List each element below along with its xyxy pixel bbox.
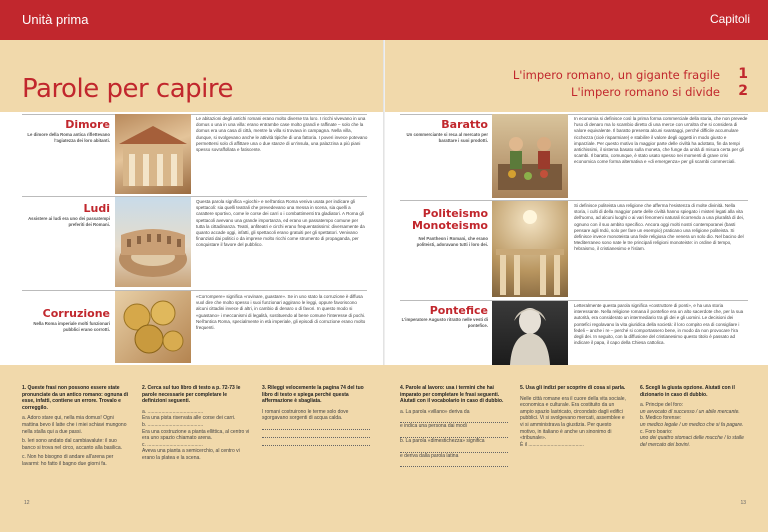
exercise-3-question: 3. Rileggi velocemente la pagina 74 del tuo libro di testo e spiega perché questa affermazione è sbagliata. xyxy=(262,385,364,405)
exercise-6-question: 6. Scegli la giusta opzione. Aiutati con il dizionario in caso di dubbio. xyxy=(640,385,735,398)
entry-caption-dimore: Le dimore della Roma antica riflettevano l'agiatezza dei loro abitanti. xyxy=(27,132,110,143)
pantheon-image xyxy=(492,201,568,297)
chapter-title-2: L'impero romano si divide xyxy=(571,85,720,99)
entry-word-ludi: Ludi xyxy=(83,202,110,215)
exercise-2-c-def: Aveva una pianta a semicerchio, al centro vi erano la platea e la scena. xyxy=(142,448,240,461)
entry-word-dimore: Dimore xyxy=(65,118,110,131)
market-image xyxy=(492,114,568,198)
exercise-6-b: b. Medico forense: xyxy=(640,415,682,422)
entry-caption-pontefice: L'imperatore Augusto ritratto nelle vesti di pontefice. xyxy=(401,317,488,328)
divider xyxy=(400,300,748,301)
exercise-2 xyxy=(142,385,250,462)
exercise-4-question: 4. Parole al lavoro: usa i termini che hai imparato per completare le frasi seguenti. Aiutati con il vocabolario in caso di dubbio. xyxy=(400,385,504,405)
exercise-1-b: b. Ieri sono andato dal cambiavalute: il suo banco si trova nel circo, accanto alla basilica. xyxy=(22,438,123,451)
page-number-left: 12 xyxy=(24,500,30,506)
entry-caption-corruzione: Nella Roma imperiale molti funzionari pubblici erano corrotti. xyxy=(33,321,110,332)
answer-line[interactable] xyxy=(262,432,370,438)
entry-text-ludi: Questa parola significa «giochi» e nell'antica Roma veniva usata per indicare gli spettacoli: sia quelli teatrali che prevedevano una messa in scena, sia quelli a carattere sportivo, come le corse dei carri o i combattimenti tra gladiatori. A Roma gli spettacoli avevano una grande importanza, ed erano un passatempo comune per tutta la cittadinanza. Teatri, anfiteatri e circhi erano frequentatissimi: diversamente da quanto accade oggi, infatti, gli spettacoli erano gratuiti per gli spettatori. Venivano finanziati dai politici o da imprese molto ricchi come strumento di propaganda, per conquistare il favore del pubblico. xyxy=(196,199,365,248)
exercise-3 xyxy=(262,385,370,446)
coins-image xyxy=(115,291,191,363)
entry-text-dimore: Le abitazioni degli antichi romani erano molto diverse tra loro. I ricchi vivevano in una domus o una in una villa: erano entrambe case molto grandi e raffinate – solo che la domus era una casa di città, mentre la villa si trovava in campagna. Nella villa, dunque, si svolgevano anche le attività tipiche di una fattoria. I poveri invece potevano permettersi solo di affittare una o due stanze di un'insula, una palazzina a più piani spesso sovraffollata e fatiscente. xyxy=(196,116,368,153)
exercise-2-b-def: Era una costruzione a pianta ellittica, al centro vi era uno spazio chiamato arena. xyxy=(142,428,250,442)
exercise-4-c: b. La parola «dimestichezza» significa xyxy=(400,437,485,444)
exercise-6 xyxy=(640,385,748,448)
answer-line[interactable] xyxy=(400,461,508,467)
exercise-6-b-options[interactable]: un medico legale / un medico che si fa pagare. xyxy=(640,421,744,428)
entry-word-pontefice: Pontefice xyxy=(429,304,488,317)
exercise-2-c-blank[interactable]: c. ........................................ xyxy=(142,441,203,448)
chapter-number-2: 2 xyxy=(738,83,748,99)
divider xyxy=(400,200,748,201)
exercise-3-statement: I romani costruirono le terme solo dove sgorgavano sorgenti di acqua calda. xyxy=(262,408,349,422)
entry-text-politeismo: Si definisce politeista una religione che afferma l'esistenza di molte divinità. Nella storia, i culti di della maggior parte delle civiltà hanno spiegato i misteri legati alla vita dell'uomo, ad alcuni luoghi o ai vari fenomeni naturali ricorrendo a una pluralità di dei, ognuno con il suo ambito specifico. Ancora oggi molti nostri contemporanei (basti pensare agli Indù, solo per fare un esempio) praticano una religione politeista. Si definisce invece monoteista una fede religiosa che venera un solo dio. Nel bacino del Mediterraneo sono nate le tre principali religioni monoteiste: in ordine di tempo, l'ebraismo, il cristianesimo e l'islam. xyxy=(574,203,744,252)
exercise-6-c: c. Foro boario: xyxy=(640,428,673,435)
entry-text-corruzione: «Corrompere» significa «rovinare, guastare». Se in uno stato la corruzione è diffusa vuol dire che molto spesso i suoi funzionari aggirano le leggi, oppure favoriscono alcuni cittadini invece di altri, in cambio di denaro o di favori. In questo modo si «guastano» i meccanismi di legalità, sostituendo al bene comune l'interesse di pochi. Nell'antica Roma, specialmente in età imperiale, gli episodi di corruzione erano molto frequenti. xyxy=(196,294,366,331)
colosseum-image xyxy=(115,197,191,287)
entry-word-politeismo: Politeismo Monoteismo xyxy=(412,207,488,232)
exercise-5 xyxy=(520,385,628,448)
exercise-4-d: e deriva dalla parola latina xyxy=(400,452,459,459)
divider xyxy=(22,290,367,291)
chapter-title-1: L'impero romano, un gigante fragile xyxy=(512,68,720,82)
entry-word-corruzione: Corruzione xyxy=(42,307,110,320)
entry-word-baratto: Baratto xyxy=(441,118,488,131)
exercise-6-a: a. Principe del foro: xyxy=(640,402,684,409)
exercise-1-c: c. Non ho bisogno di andare all'arena per lavarmi: ho fatto il bagno due giorni fa. xyxy=(22,454,114,467)
exercise-1-question: 1. Queste frasi non possono essere state pronunciate da un antico romano: ognuna di esse, infatti, contiene un errore. Trovalo e correggilo. xyxy=(22,385,129,411)
exercise-6-c-options[interactable]: uno dei quattro stomaci delle mucche / lo stalle del mercato dei bovini. xyxy=(640,435,744,448)
page-number-right: 13 xyxy=(740,500,746,506)
exercise-2-a-def: Era una pista riservata alle corse dei carri. xyxy=(142,415,236,422)
exercise-1-a: a. Adoro stare qui, nella mia domus! Ogni mattina bevo il latte che i miei schiavi mungono nella stalla qui a due passi. xyxy=(22,415,127,435)
exercise-5-clues: Nelle città romane era il cuore della vita sociale, economica e culturale. Era costituito da un ampio spazio lastricato, circondato dagli edifici pubblici. Vi si svolgevano mercati, assemblee e vi si amministrava la giustizia. Per questo motivo, in italiano è anche un sinonimo di «tribunale». xyxy=(520,395,626,442)
section-label: Capitoli xyxy=(709,12,750,26)
divider xyxy=(400,114,748,115)
exercise-2-a-blank[interactable]: a. ........................................ xyxy=(142,408,204,415)
divider xyxy=(22,196,367,197)
divider xyxy=(22,114,367,115)
exercise-1 xyxy=(22,385,130,468)
exercise-5-question: 5. Usa gli indizi per scoprire di cosa si parla. xyxy=(520,385,626,391)
exercise-6-a-options[interactable]: un avvocato di successo / un abile mercante. xyxy=(640,408,740,415)
exercise-2-b-blank[interactable]: b. ........................................ xyxy=(142,421,204,428)
chapter-number-1: 1 xyxy=(738,66,748,82)
entry-caption-politeismo: Nel Pantheon i Romani, che erano politeisti, adoravano tutti i loro dei. xyxy=(416,236,488,247)
entry-caption-baratto: Un commerciante si reca al mercato per barattare i suoi prodotti. xyxy=(406,132,488,143)
exercise-5-answer[interactable]: È il ........................................ xyxy=(520,441,584,448)
unit-label: Unità prima xyxy=(22,12,89,27)
entry-text-pontefice: Letteralmente questa parola significa «costruttore di ponti», e ha una storia interessante. Nella religione romana il pontefice era un alto sacerdote che, per la sua autorità, era considerato un intermediario tra gli dei e gli uomini. Le decisioni dei pontefici regolavano la vita giuridica della società: il loro compito era di consigliare i fedeli – anche i re – perché si comportassero bene, in modo da non provocare l'ira degli dei. In seguito, con la diffusione del cristianesimo questo titolo è passato ad indicare il papa, il capo della Chiesa cattolica. xyxy=(574,303,744,346)
domus-image xyxy=(115,114,191,194)
augustus-statue-image xyxy=(492,301,568,365)
exercise-4-a: a. La parola «villano» deriva da xyxy=(400,408,470,415)
exercise-4 xyxy=(400,385,508,467)
entry-text-baratto: In economia si definisce così la prima forma commerciale della storia, che non prevede l'uso di denaro ma lo scambio diretto di una merce con un'altra che si considera di valore equivalente. Il baratto presenta alcuni svantaggi, perché difficile accumulare ricchezza (cioè risparmiare) e stabilire il valore degli oggetti in modo giusto e imparziale. Per questo motivo la maggior parte delle civiltà ha adottato, fin da tempi antichissimi, il sistema basato sulla moneta, che funge da unità di misura certa per gli scambi. Il baratto, comunque, è stato usato spesso nei momenti di grave crisi economica come forma alternativa e «di emergenza» per gli scambi commerciali. xyxy=(574,116,748,165)
answer-line[interactable] xyxy=(262,424,370,430)
header-bar xyxy=(0,0,768,40)
exercise-2-question: 2. Cerca sul tuo libro di testo a p. 72-73 le parole necessarie per completare le definizioni seguenti. xyxy=(142,385,241,405)
answer-line[interactable] xyxy=(262,440,370,446)
exercise-4-b: e indica una persona dai modi xyxy=(400,423,467,430)
entry-caption-ludi: Assistere ai ludi era uno dei passatempi preferiti dei Romani. xyxy=(28,216,110,227)
page-title: Parole per capire xyxy=(22,74,233,104)
